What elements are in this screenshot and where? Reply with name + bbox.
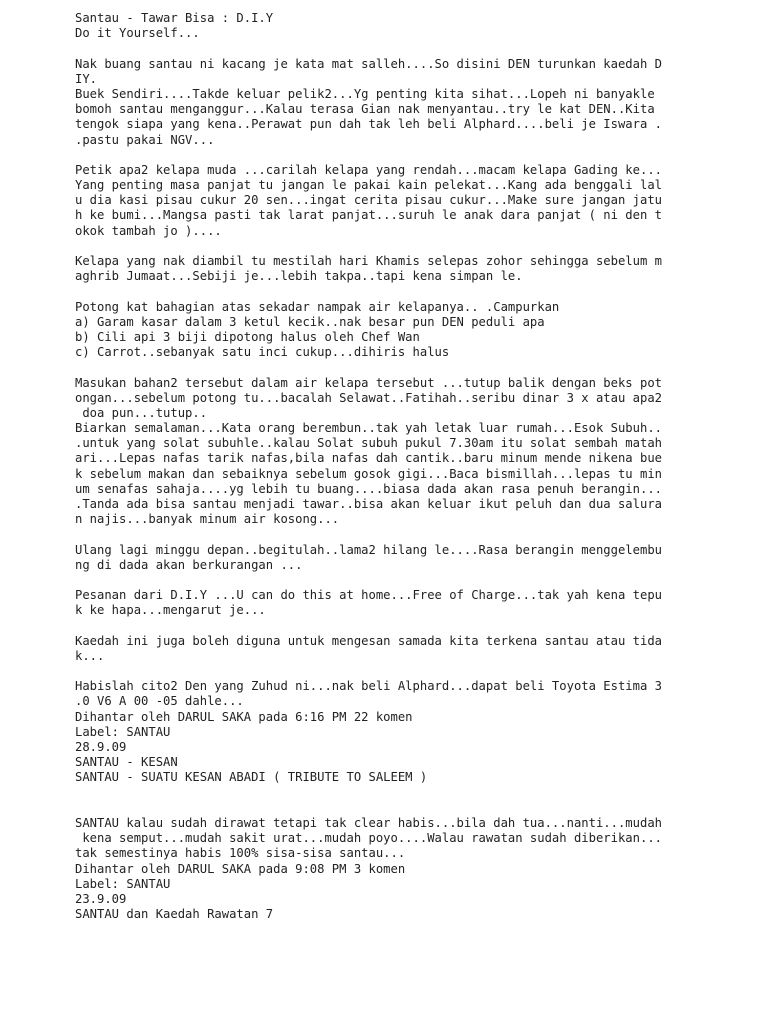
text-line: .0 V6 A 00 -05 dahle... [75,694,244,709]
post-label: Label: SANTAU [75,724,171,739]
text-line: Pesanan dari D.I.Y ...U can do this at home...Free of Charge...tak yah kena tepu [75,588,662,603]
text-line: IY. [75,71,98,86]
text-line: ari...Lepas nafas tarik nafas,bila nafas dah cantik..baru minum mende nikena bue [75,451,662,466]
text-line: Nak buang santau ni kacang je kata mat salleh....So disini DEN turunkan kaedah D [75,56,662,71]
text-line: k... [75,648,105,663]
paragraph-kaedah [75,634,748,664]
text-line: .pastu pakai NGV... [75,132,215,147]
text-line: kena semput...mudah sakit urat...mudah poyo....Walau rawatan sudah diberikan... [75,831,662,846]
text-line: Kaedah ini juga boleh diguna untuk mengesan samada kita terkena santau atau tida [75,633,662,648]
text-line: k ke hapa...mengarut je... [75,603,266,618]
post-meta: Dihantar oleh DARUL SAKA pada 6:16 PM 22 komen [75,709,413,724]
text-line: tak semestinya habis 100% sisa-sisa santau... [75,846,406,861]
paragraph-petik-kelapa [75,163,748,239]
text-line: .Tanda ada bisa santau menjadi tawar..bisa akan keluar ikut peluh dan dua salura [75,497,662,511]
text-line: h ke bumi...Mangsa pasti tak larat panjat...suruh le anak dara panjat ( ni den t [75,208,662,223]
text-line: Buek Sendiri....Takde keluar pelik2...Yg penting kita sihat...Lopeh ni banyakle [75,86,655,101]
text-line: Petik apa2 kelapa muda ...carilah kelapa yang rendah...macam kelapa Gading ke... [75,162,662,177]
text-line: u dia kasi pisau cukur 20 sen...ingat cerita pisau cukur...Make sure jangan jatu [75,193,662,208]
text-line: Habislah cito2 Den yang Zuhud ni...nak beli Alphard...dapat beli Toyota Estima 3 [75,679,662,694]
text-line: ng di dada akan berkurangan ... [75,557,303,572]
text-line: k sebelum makan dan sebaiknya sebelum gosok gigi...Baca bismillah...lepas tu min [75,466,662,481]
paragraph-intro [75,57,748,148]
post-label: Label: SANTAU [75,876,171,891]
list-item: a) Garam kasar dalam 3 ketul kecik..nak besar pun DEN peduli apa [75,314,545,329]
text-line: Potong kat bahagian atas sekadar nampak air kelapanya.. .Campurkan [75,299,560,314]
post-date: 23.9.09 [75,891,127,906]
list-item: b) Cili api 3 biji dipotong halus oleh Chef Wan [75,329,420,344]
list-item: c) Carrot..sebanyak satu inci cukup...dihiris halus [75,345,450,360]
post-title: SANTAU - SUATU KESAN ABADI ( TRIBUTE TO SALEEM ) [75,770,428,785]
blog-post-santau-diy [75,11,748,786]
text-line: n najis...banyak minum air kosong... [75,512,340,527]
paragraph-ingredients [75,300,748,361]
paragraph-ulang [75,543,748,573]
text-line: ongan...sebelum potong tu...bacalah Selawat..Fatihah..seribu dinar 3 x atau apa2 [75,390,662,405]
text-line: tengok siapa yang kena..Perawat pun dah tak leh beli Alphard....beli je Iswara . [75,117,662,132]
paragraph-hari-khamis [75,254,748,284]
post-subtitle: Do it Yourself... [75,26,200,41]
blog-post-santau-kesan [75,816,748,922]
text-line: doa pun...tutup.. [75,405,208,420]
text-line: um senafas sahaja....yg lebih tu buang....biasa dada akan rasa penuh berangin... [75,481,662,496]
text-line: aghrib Jumaat...Sebiji je...lebih takpa..tapi kena simpan le. [75,269,523,284]
text-line: Masukan bahan2 tersebut dalam air kelapa tersebut ...tutup balik dengan beks pot [75,375,662,390]
post-title: Santau - Tawar Bisa : D.I.Y [75,11,274,25]
text-line: Yang penting masa panjat tu jangan le pakai kain pelekat...Kang ada benggali lal [75,178,662,193]
text-line: bomoh santau menganggur...Kalau terasa Gian nak menyantau..try le kat DEN..Kita [75,102,655,117]
text-line: okok tambah jo ).... [75,223,222,238]
text-line: .untuk yang solat subuhle..kalau Solat subuh pukul 7.30am itu solat sembah matah [75,436,662,451]
text-line: Biarkan semalaman...Kata orang berembun..tak yah letak luar rumah...Esok Subuh.. [75,421,662,436]
text-line: Kelapa yang nak diambil tu mestilah hari Khamis selepas zohor sehingga sebelum m [75,254,662,268]
post-title: SANTAU dan Kaedah Rawatan 7 [75,907,274,922]
text-line: Ulang lagi minggu depan..begitulah..lama2 hilang le....Rasa berangin menggelembu [75,542,662,557]
paragraph-method [75,376,748,528]
post-date: 28.9.09 [75,740,127,754]
paragraph-pesanan [75,588,748,618]
post-title: SANTAU - KESAN [75,755,178,770]
paragraph-title [75,11,748,41]
post-meta: Dihantar oleh DARUL SAKA pada 9:08 PM 3 komen [75,861,406,876]
paragraph-closing [75,679,748,785]
text-line: SANTAU kalau sudah dirawat tetapi tak clear habis...bila dah tua...nanti...mudah [75,815,662,830]
